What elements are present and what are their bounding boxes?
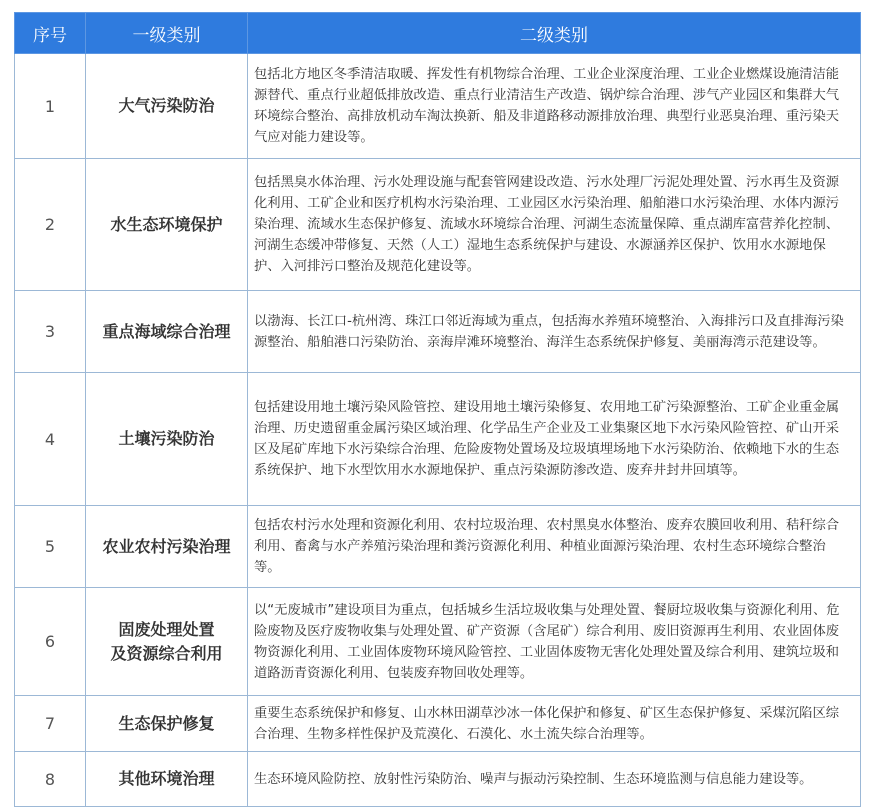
row-number: 3	[15, 291, 86, 373]
table-row	[15, 291, 861, 373]
header-level1: 一级类别	[86, 13, 248, 54]
level1-category: 水生态环境保护	[86, 159, 248, 291]
level2-category: 包括北方地区冬季清洁取暖、挥发性有机物综合治理、工业企业深度治理、工业企业燃煤设施清洁能源替代、重点行业超低排放改造、重点行业清洁生产改造、锅炉综合治理、涉气产业园区和集群大气环境综合整治、高排放机动车淘汰换新、船及非道路移动源排放治理、典型行业恶臭治理、重污染天气应对能力建设等。	[248, 54, 861, 159]
level1-category: 大气污染防治	[86, 54, 248, 159]
level1-category: 土壤污染防治	[86, 373, 248, 506]
header-no: 序号	[15, 13, 86, 54]
level2-category: 以渤海、长江口-杭州湾、珠江口邻近海域为重点，包括海水养殖环境整治、入海排污口及直排海污染源整治、船舶港口污染防治、亲海岸滩环境整治、海洋生态系统保护修复、美丽海湾示范建设等。	[248, 291, 861, 373]
level2-category: 包括农村污水处理和资源化利用、农村垃圾治理、农村黑臭水体整治、废弃农膜回收利用、秸秆综合利用、畜禽与水产养殖污染治理和粪污资源化利用、种植业面源污染治理、农村生态环境综合整治等。	[248, 506, 861, 588]
row-number: 2	[15, 159, 86, 291]
level1-category-line1: 固废处理处置	[118, 619, 215, 639]
table-row	[15, 588, 861, 696]
category-table	[14, 12, 861, 807]
level2-category: 包括建设用地土壤污染风险管控、建设用地土壤污染修复、农用地工矿污染源整治、工矿企业重金属治理、历史遗留重金属污染区域治理、化学品生产企业及工业集聚区地下水污染风险管控、矿山开采区及尾矿库地下水污染综合治理、危险废物处置场及垃圾填埋场地下水污染防治、依赖地下水的生态系统保护、地下水型饮用水水源地保护、重点污染源防渗改造、废弃井封井回填等。	[248, 373, 861, 506]
table-body	[15, 54, 861, 807]
table-row	[15, 506, 861, 588]
table-header	[15, 13, 861, 54]
row-number: 7	[15, 696, 86, 752]
level1-category: 重点海域综合治理	[86, 291, 248, 373]
row-number: 5	[15, 506, 86, 588]
table-row	[15, 54, 861, 159]
row-number: 8	[15, 752, 86, 807]
row-number: 1	[15, 54, 86, 159]
table-row	[15, 159, 861, 291]
level1-category-line2: 及资源综合利用	[110, 643, 223, 663]
level2-category: 生态环境风险防控、放射性污染防治、噪声与振动污染控制、生态环境监测与信息能力建设等。	[248, 752, 861, 807]
table-row	[15, 373, 861, 506]
level2-category: 重要生态系统保护和修复、山水林田湖草沙冰一体化保护和修复、矿区生态保护修复、采煤沉陷区综合治理、生物多样性保护及荒漠化、石漠化、水土流失综合治理等。	[248, 696, 861, 752]
table-row	[15, 696, 861, 752]
table-row	[15, 752, 861, 807]
level1-category	[86, 588, 248, 696]
row-number: 4	[15, 373, 86, 506]
level1-category: 农业农村污染治理	[86, 506, 248, 588]
row-number: 6	[15, 588, 86, 696]
level2-category: 包括黑臭水体治理、污水处理设施与配套管网建设改造、污水处理厂污泥处理处置、污水再生及资源化利用、工矿企业和医疗机构水污染治理、工业园区水污染治理、船舶港口水污染治理、水体内源污染治理、流域水生态保护修复、流域水环境综合治理、河湖生态流量保障、重点湖库富营养化控制、河湖生态缓冲带修复、天然（人工）湿地生态系统保护与建设、水源涵养区保护、饮用水水源地保护、入河排污口整治及规范化建设等。	[248, 159, 861, 291]
level2-category: 以“无废城市”建设项目为重点，包括城乡生活垃圾收集与处理处置、餐厨垃圾收集与资源化利用、危险废物及医疗废物收集与处理处置、矿产资源（含尾矿）综合利用、废旧资源再生利用、农业固体废物资源化利用、工业固体废物环境风险管控、工业固体废物无害化处理处置及综合利用、建筑垃圾和道路沥青资源化利用、包装废弃物回收处理等。	[248, 588, 861, 696]
header-level2: 二级类别	[248, 13, 861, 54]
level1-category: 其他环境治理	[86, 752, 248, 807]
level1-category: 生态保护修复	[86, 696, 248, 752]
header-row	[15, 13, 861, 54]
